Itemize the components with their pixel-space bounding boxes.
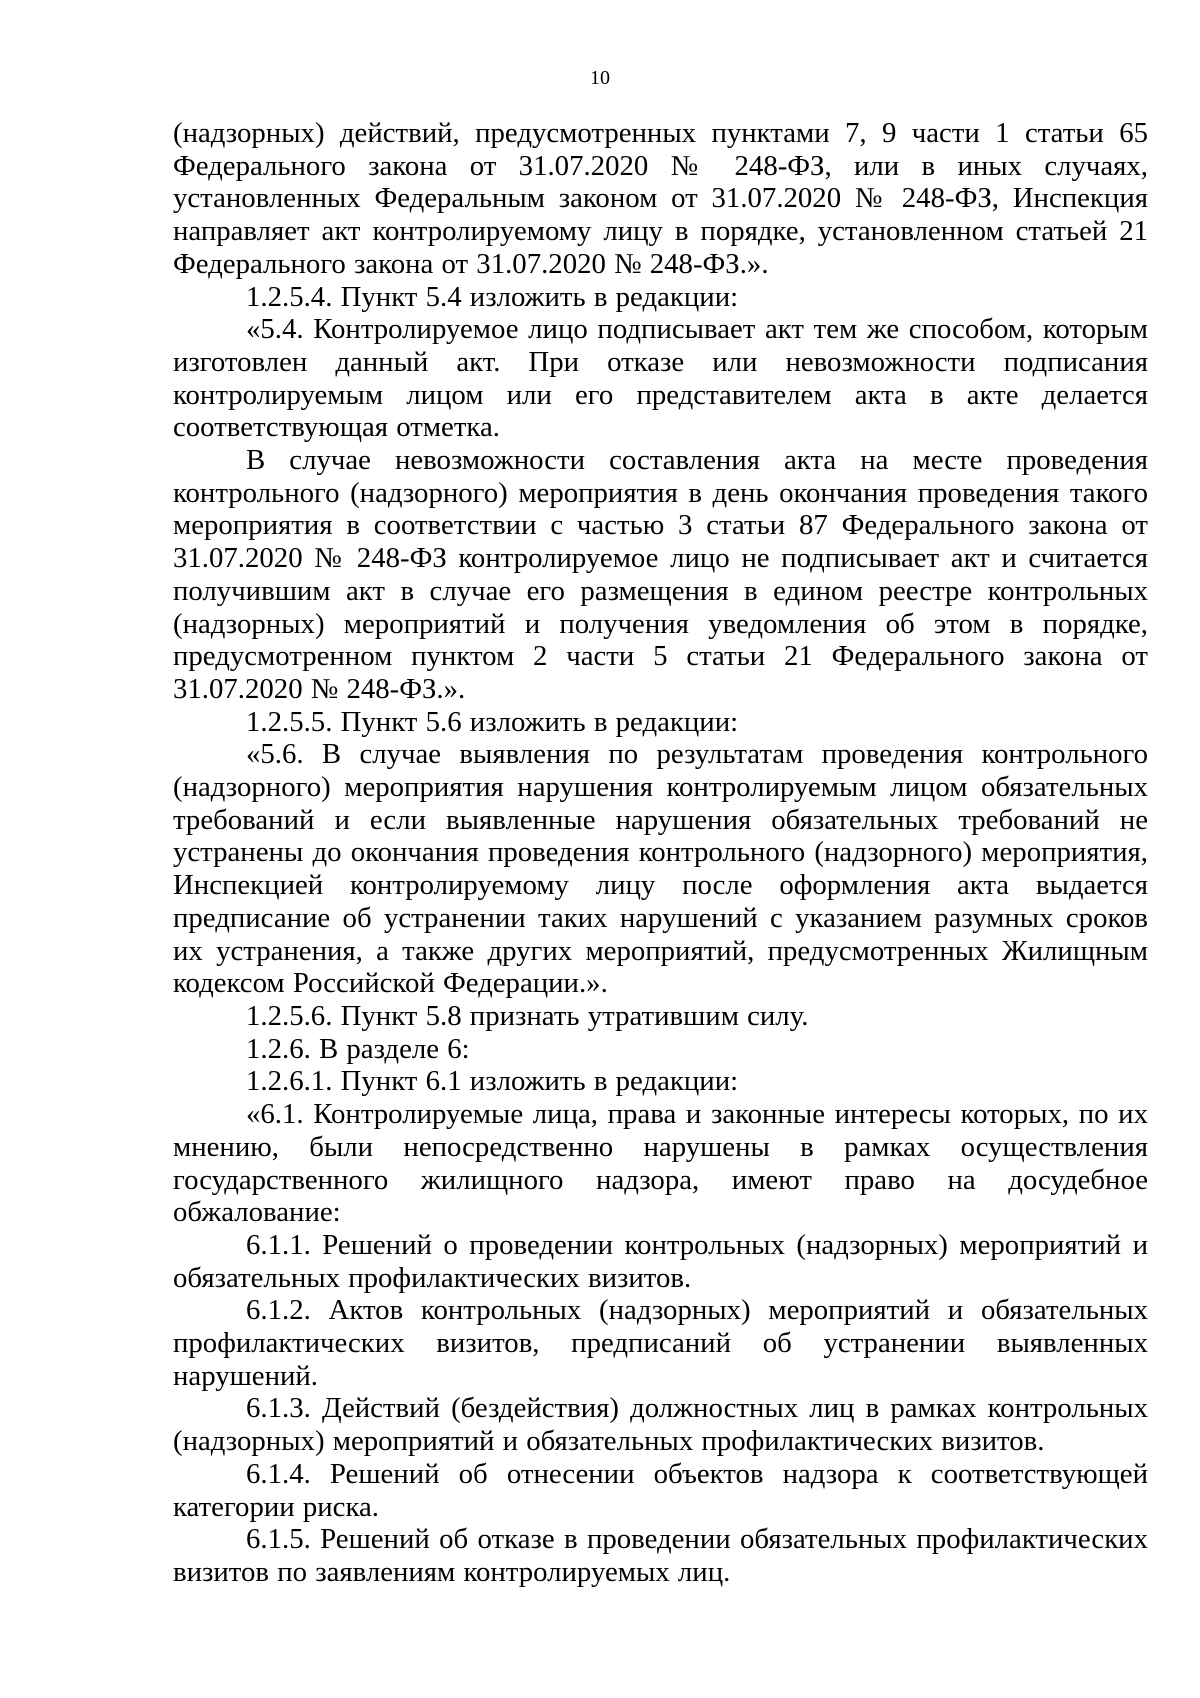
paragraph-1-2-5-4: 1.2.5.4. Пункт 5.4 изложить в редакции: — [246, 280, 739, 313]
paragraph-1-2-6-1: 1.2.6.1. Пункт 6.1 изложить в редакции: — [246, 1065, 739, 1098]
page-number: 10 — [590, 67, 610, 89]
document-body — [173, 117, 1148, 1589]
paragraph-1-2-5-5: 1.2.5.5. Пункт 5.6 изложить в редакции: — [246, 705, 739, 738]
paragraph-6-1-3: 6.1.3. Действий (бездействия) должностных лиц в рамках контрольных (надзорных) мероприятий и обязательных профилактических визитов. — [173, 1392, 1148, 1458]
paragraph-5-4-second: В случае невозможности составления акта на месте проведения контрольного (надзорного) мероприятия в день окончания проведения такого мероприятия в соответствии с частью 3 статьи 87 Федерального закона от 31.07.2020 № 248-ФЗ контролируемое лицо не подписывает акт и считается получившим акт в случае его размещения в едином реестре контрольных (надзорных) мероприятий и получения уведомления об этом в порядке, предусмотренном пунктом 2 части 5 статьи 21 Федерального закона от 31.07.2020 № 248-ФЗ.». — [173, 444, 1148, 705]
paragraph-6-1-5: 6.1.5. Решений об отказе в проведении обязательных профилактических визитов по заявлениям контролируемых лиц. — [173, 1523, 1148, 1588]
paragraph-continuation: (надзорных) действий, предусмотренных пунктами 7, 9 части 1 статьи 65 Федерального закона от 31.07.2020 № 248-ФЗ, или в иных случаях, установленных Федеральным законом от 31.07.2020 № 248-ФЗ, Инспекция направляет акт контролируемому лицу в порядке, установленном статьей 21 Федерального закона от 31.07.2020 № 248-ФЗ.». — [173, 117, 1148, 280]
paragraph-6-1-quote: «6.1. Контролируемые лица, права и законные интересы которых, по их мнению, были непосредственно нарушены в рамках осуществления государственного жилищного надзора, имеют право на досудебное обжалование: — [173, 1098, 1148, 1229]
paragraph-6-1-1: 6.1.1. Решений о проведении контрольных (надзорных) мероприятий и обязательных профилактических визитов. — [173, 1228, 1148, 1294]
paragraph-5-4-quote: «5.4. Контролируемое лицо подписывает акт тем же способом, которым изготовлен данный акт. При отказе или невозможности подписания контролируемым лицом или его представителем акта в акте делается соответствующая отметка. — [173, 313, 1148, 444]
paragraph-1-2-6: 1.2.6. В разделе 6: — [246, 1032, 470, 1065]
paragraph-5-6-quote: «5.6. В случае выявления по результатам проведения контрольного (надзорного) мероприятия нарушения контролируемым лицом обязательных требований и если выявленные нарушения обязательных требований не устранены до окончания проведения контрольного (надзорного) мероприятия, Инспекцией контролируемому лицу после оформления акта выдается предписание об устранении таких нарушений с указанием разумных сроков их устранения, а также других мероприятий, предусмотренных Жилищным кодексом Российской Федерации.». — [173, 738, 1148, 1000]
paragraph-6-1-2: 6.1.2. Актов контрольных (надзорных) мероприятий и обязательных профилактических визитов, предписаний об устранении выявленных нарушений. — [173, 1294, 1148, 1392]
paragraph-1-2-5-6: 1.2.5.6. Пункт 5.8 признать утратившим силу. — [246, 999, 809, 1032]
paragraph-6-1-4: 6.1.4. Решений об отнесении объектов надзора к соответствующей категории риска. — [173, 1457, 1148, 1523]
